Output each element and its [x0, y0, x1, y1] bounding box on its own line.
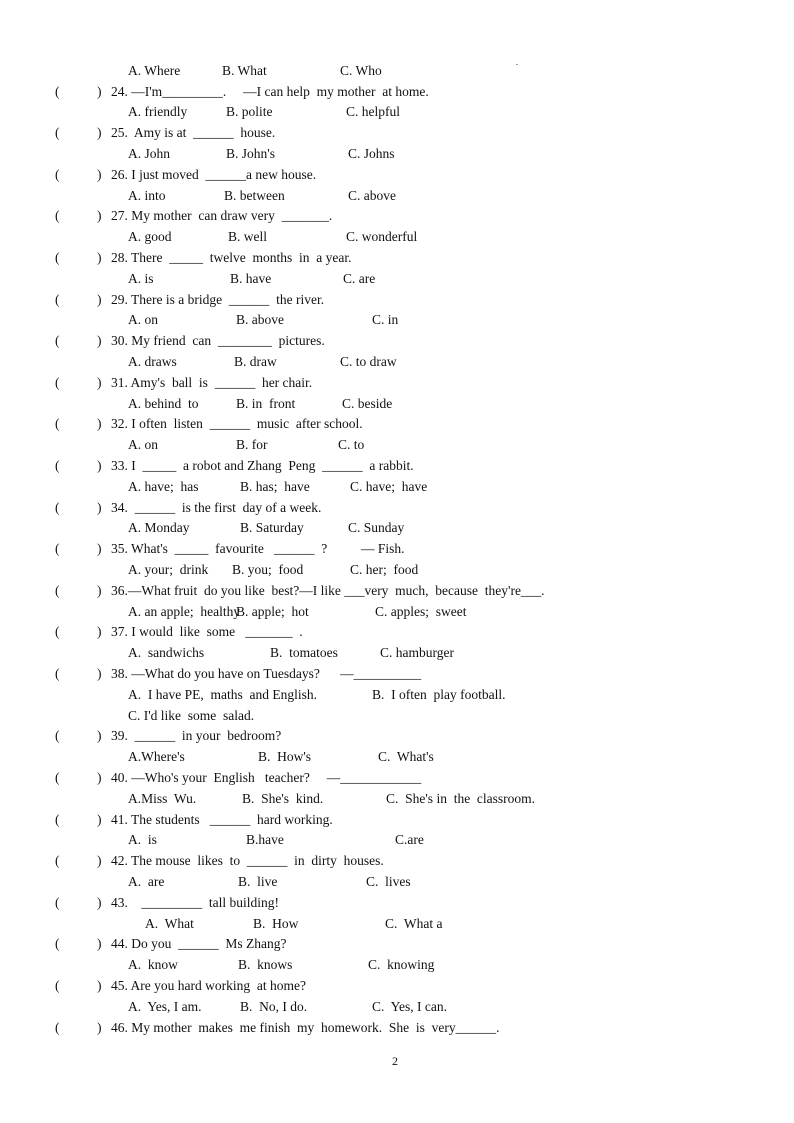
paren-close: ) — [97, 1020, 102, 1035]
paren-open: ( — [55, 1020, 60, 1035]
option-a: A. is — [128, 271, 154, 286]
option-row — [0, 560, 794, 580]
paren-close: ) — [97, 812, 102, 827]
question-row — [0, 664, 794, 684]
question-text: 32. I often listen ______ music after school. — [111, 416, 363, 431]
option-a: A. What — [145, 916, 194, 931]
question-row — [0, 414, 794, 434]
paren-close: ) — [97, 500, 102, 515]
paren-open: ( — [55, 416, 60, 431]
question-row — [0, 851, 794, 871]
option-c: C. She's in the classroom. — [386, 791, 536, 806]
question-text: 36.—What fruit do you like best?—I like ___very much, because they're___. — [111, 583, 545, 598]
question-row — [0, 1018, 794, 1038]
option-c: C. to draw — [340, 354, 397, 369]
option-c: C. What's — [378, 749, 434, 764]
paren-close: ) — [97, 84, 102, 99]
option-b: B. draw — [234, 354, 277, 369]
option-c: C. to — [338, 437, 365, 452]
paren-open: ( — [55, 895, 60, 910]
option-b: B. between — [224, 188, 285, 203]
option-a: A. into — [128, 188, 166, 203]
option-c: C.are — [395, 832, 424, 847]
option-b: B. above — [236, 312, 284, 327]
paren-close: ) — [97, 333, 102, 348]
question-row — [0, 934, 794, 954]
question-text: 42. The mouse likes to ______ in dirty houses. — [111, 853, 384, 868]
question-row — [0, 82, 794, 102]
option-a: A. good — [128, 229, 172, 244]
option-row — [0, 789, 794, 809]
option-b: B. have — [230, 271, 272, 286]
option-b: B. live — [238, 874, 278, 889]
option-a: A. is — [128, 832, 157, 847]
option-row — [0, 955, 794, 975]
paren-open: ( — [55, 812, 60, 827]
option-row — [0, 643, 794, 663]
option-row — [0, 144, 794, 164]
option-a: A. Yes, I am. — [128, 999, 202, 1014]
paren-close: ) — [97, 375, 102, 390]
paren-open: ( — [55, 167, 60, 182]
paren-close: ) — [97, 666, 102, 681]
paren-open: ( — [55, 375, 60, 390]
option-b: B. I often play football. — [372, 687, 506, 702]
paren-open: ( — [55, 84, 60, 99]
paren-open: ( — [55, 458, 60, 473]
option-b: B. tomatoes — [270, 645, 338, 660]
option-b: B. has; have — [240, 479, 310, 494]
question-text: 38. —What do you have on Tuesdays? —__________ — [111, 666, 422, 681]
option-a: A. your; drink — [128, 562, 209, 577]
question-row — [0, 123, 794, 143]
option-b: B.have — [246, 832, 284, 847]
paren-close: ) — [97, 167, 102, 182]
paren-open: ( — [55, 666, 60, 681]
option-a: A. Monday — [128, 520, 190, 535]
paren-open: ( — [55, 978, 60, 993]
option-b: B. How's — [258, 749, 312, 764]
question-row — [0, 726, 794, 746]
option-a: A. friendly — [128, 104, 188, 119]
option-b: B. well — [228, 229, 267, 244]
option-a: A. on — [128, 312, 158, 327]
option-row — [0, 602, 794, 622]
paren-open: ( — [55, 853, 60, 868]
paren-close: ) — [97, 125, 102, 140]
question-text: 28. There _____ twelve months in a year. — [111, 250, 352, 265]
question-text: 41. The students ______ hard working. — [111, 812, 333, 827]
option-c: C. hamburger — [380, 645, 454, 660]
paren-close: ) — [97, 416, 102, 431]
question-text: 44. Do you ______ Ms Zhang? — [111, 936, 287, 951]
question-text: 40. —Who's your English teacher? —____________ — [111, 770, 422, 785]
question-row — [0, 373, 794, 393]
option-row — [0, 269, 794, 289]
paren-open: ( — [55, 583, 60, 598]
option-b: B. John's — [226, 146, 275, 161]
question-row — [0, 331, 794, 351]
option-row — [0, 830, 794, 850]
option-a: A.Miss Wu. — [128, 791, 197, 806]
option-b: B. Saturday — [240, 520, 304, 535]
question-row — [0, 622, 794, 642]
question-text: 24. —I'm_________. —I can help my mother at home. — [111, 84, 429, 99]
option-row — [0, 310, 794, 330]
question-text: 30. My friend can ________ pictures. — [111, 333, 325, 348]
paren-close: ) — [97, 728, 102, 743]
option-a: A. draws — [128, 354, 177, 369]
paren-close: ) — [97, 292, 102, 307]
paren-close: ) — [97, 624, 102, 639]
question-row — [0, 976, 794, 996]
question-text: 46. My mother makes me finish my homework. She is very______. — [111, 1020, 500, 1035]
paren-open: ( — [55, 936, 60, 951]
paren-open: ( — [55, 541, 60, 556]
option-row — [0, 872, 794, 892]
question-row — [0, 893, 794, 913]
option-c: C. Who — [340, 63, 382, 78]
question-row — [0, 768, 794, 788]
option-c: C. apples; sweet — [375, 604, 467, 619]
paren-close: ) — [97, 208, 102, 223]
question-text: 25. Amy is at ______ house. — [111, 125, 276, 140]
option-c: C. lives — [366, 874, 411, 889]
option-row — [0, 477, 794, 497]
option-row — [0, 747, 794, 767]
question-text: 31. Amy's ball is ______ her chair. — [111, 375, 313, 390]
option-row — [0, 186, 794, 206]
option-b: B. apple; hot — [236, 604, 309, 619]
question-row — [0, 810, 794, 830]
paren-close: ) — [97, 250, 102, 265]
paren-close: ) — [97, 541, 102, 556]
question-text: 39. ______ in your bedroom? — [111, 728, 282, 743]
option-row — [0, 518, 794, 538]
option-a: A. behind to — [128, 396, 199, 411]
question-text: 37. I would like some _______ . — [111, 624, 303, 639]
option-c: C. I'd like some salad. — [128, 708, 255, 723]
option-c: C. above — [348, 188, 396, 203]
paren-open: ( — [55, 624, 60, 639]
option-row — [0, 997, 794, 1017]
paren-close: ) — [97, 895, 102, 910]
question-row — [0, 498, 794, 518]
option-c: C. beside — [342, 396, 393, 411]
option-b: B. How — [253, 916, 299, 931]
option-a: A. Where — [128, 63, 181, 78]
option-a: A.Where's — [128, 749, 185, 764]
question-row — [0, 456, 794, 476]
question-row — [0, 539, 794, 559]
option-b: B. No, I do. — [240, 999, 308, 1014]
paren-close: ) — [97, 853, 102, 868]
question-text: 26. I just moved ______a new house. — [111, 167, 317, 182]
option-b: B. She's kind. — [242, 791, 324, 806]
option-a: A. I have PE, maths and English. — [128, 687, 317, 702]
paren-open: ( — [55, 728, 60, 743]
option-c: C. in — [372, 312, 399, 327]
option-a: A. an apple; healthy — [128, 604, 241, 619]
option-c: C. Johns — [348, 146, 395, 161]
question-row — [0, 248, 794, 268]
option-c: C. her; food — [350, 562, 419, 577]
question-text: 27. My mother can draw very _______. — [111, 208, 333, 223]
question-row — [0, 581, 794, 601]
option-row — [0, 394, 794, 414]
question-text: 45. Are you hard working at home? — [111, 978, 306, 993]
option-row — [0, 435, 794, 455]
option-c: C. are — [343, 271, 376, 286]
question-text: 43. _________ tall building! — [111, 895, 279, 910]
question-row — [0, 206, 794, 226]
question-text: 33. I _____ a robot and Zhang Peng ______ a rabbit. — [111, 458, 414, 473]
paren-open: ( — [55, 770, 60, 785]
paren-open: ( — [55, 333, 60, 348]
question-row — [0, 290, 794, 310]
option-b: B. for — [236, 437, 268, 452]
paren-close: ) — [97, 458, 102, 473]
paren-close: ) — [97, 770, 102, 785]
paren-open: ( — [55, 250, 60, 265]
option-c: C. helpful — [346, 104, 400, 119]
question-row — [0, 165, 794, 185]
option-c: C. have; have — [350, 479, 428, 494]
option-c: C. knowing — [368, 957, 435, 972]
paren-close: ) — [97, 978, 102, 993]
question-text: 34. ______ is the first day of a week. — [111, 500, 322, 515]
paren-open: ( — [55, 208, 60, 223]
option-a: A. are — [128, 874, 165, 889]
question-text: 35. What's _____ favourite ______ ? — Fish. — [111, 541, 405, 556]
option-a: A. sandwichs — [128, 645, 205, 660]
option-c: C. What a — [385, 916, 443, 931]
option-a: A. on — [128, 437, 158, 452]
option-b: B. you; food — [232, 562, 304, 577]
option-row — [0, 914, 794, 934]
option-row — [0, 102, 794, 122]
option-b: B. polite — [226, 104, 273, 119]
option-row — [0, 352, 794, 372]
option-b: B. knows — [238, 957, 293, 972]
option-c: C. Sunday — [348, 520, 405, 535]
option-a: A. John — [128, 146, 171, 161]
option-a: A. know — [128, 957, 178, 972]
question-text: 29. There is a bridge ______ the river. — [111, 292, 325, 307]
page-number: 2 — [392, 1054, 398, 1068]
option-c: C. Yes, I can. — [372, 999, 448, 1014]
paren-close: ) — [97, 936, 102, 951]
paren-open: ( — [55, 292, 60, 307]
option-row — [0, 685, 794, 705]
option-b: B. in front — [236, 396, 296, 411]
paren-open: ( — [55, 125, 60, 140]
option-a: A. have; has — [128, 479, 199, 494]
option-row — [0, 227, 794, 247]
option-row — [0, 61, 794, 81]
paren-close: ) — [97, 583, 102, 598]
option-row — [0, 706, 794, 726]
option-b: B. What — [222, 63, 267, 78]
option-c: C. wonderful — [346, 229, 418, 244]
paren-open: ( — [55, 500, 60, 515]
